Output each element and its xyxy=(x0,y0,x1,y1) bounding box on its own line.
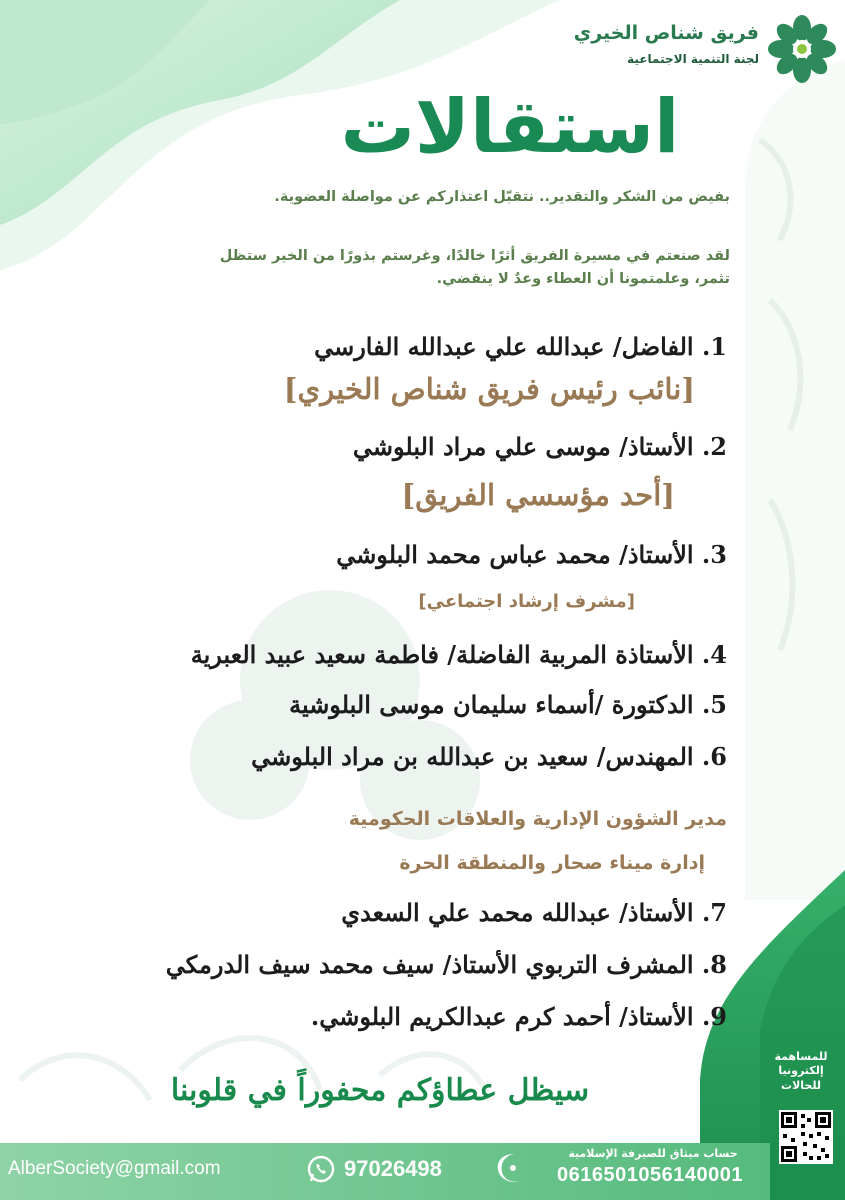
whatsapp-icon xyxy=(306,1154,336,1184)
contact-phone[interactable]: 97026498 xyxy=(344,1156,442,1181)
intro-line-1: بفيض من الشكر والتقدير.. نتقبّل اعتذاركم عن مواصلة العضوية. xyxy=(274,189,730,205)
qr-code-icon[interactable] xyxy=(779,1110,833,1164)
intro-line-2: لقد صنعتم في مسيرة الفريق أثرًا خالدًا، وغرستم بذورًا من الخير ستظل تثمر، وعلمتمونا أن العطاء وعدٌ لا ينقضي. xyxy=(219,248,730,288)
org-name: فريق شناص الخيري xyxy=(573,22,759,44)
list-item-3: 3. الأستاذ/ محمد عباس محمد البلوشي xyxy=(336,540,727,569)
list-item-4: 4. الأستاذة المربية الفاضلة/ فاطمة سعيد عبيد العبرية xyxy=(190,640,727,669)
list-item-2-role: [أحد مؤسسي الفريق] xyxy=(401,478,675,512)
list-item-5: 5. الدكتورة /أسماء سليمان موسى البلوشية xyxy=(289,690,727,719)
donate-note-line-2: إلكترونيا xyxy=(778,1064,824,1078)
bank-account-label: حساب ميثاق للصيرفة الإسلامية xyxy=(568,1147,738,1160)
bank-account-number: 0616501056140001 xyxy=(557,1164,743,1186)
flower-logo-icon xyxy=(767,14,837,84)
list-item-3-role: [مشرف إرشاد اجتماعي] xyxy=(418,591,635,612)
section-line-1: مدير الشؤون الإدارية والعلاقات الحكومية xyxy=(348,808,727,830)
org-subtitle: لجنة التنمية الاجتماعية xyxy=(627,52,759,66)
list-item-1: 1. الفاضل/ عبدالله علي عبدالله الفارسي xyxy=(314,332,727,361)
list-item-7: 7. الأستاذ/ عبدالله محمد علي السعدي xyxy=(341,898,727,927)
section-line-2: إدارة ميناء صحار والمنطقة الحرة xyxy=(399,852,705,874)
list-item-2: 2. الأستاذ/ موسى علي مراد البلوشي xyxy=(352,432,727,461)
list-item-1-role: [نائب رئيس فريق شناص الخيري] xyxy=(283,372,695,406)
crescent-bank-icon xyxy=(492,1150,526,1186)
list-item-8: 8. المشرف التربوي الأستاذ/ سيف محمد سيف الدرمكي xyxy=(165,950,727,979)
list-item-9: 9. الأستاذ/ أحمد كرم عبدالكريم البلوشي. xyxy=(310,1002,727,1031)
donate-note xyxy=(765,1050,837,1093)
page-title: استقالات xyxy=(340,84,680,170)
donate-note-line-3: للحالات xyxy=(781,1078,821,1092)
closing-message: سيظل عطاؤكم محفوراً في قلوبنا xyxy=(170,1073,590,1108)
contact-email[interactable]: AlberSociety@gmail.com xyxy=(8,1158,221,1179)
donate-note-line-1: للمساهمة xyxy=(774,1050,828,1063)
list-item-6: 6. المهندس/ سعيد بن عبدالله بن مراد البلوشي xyxy=(251,742,727,771)
